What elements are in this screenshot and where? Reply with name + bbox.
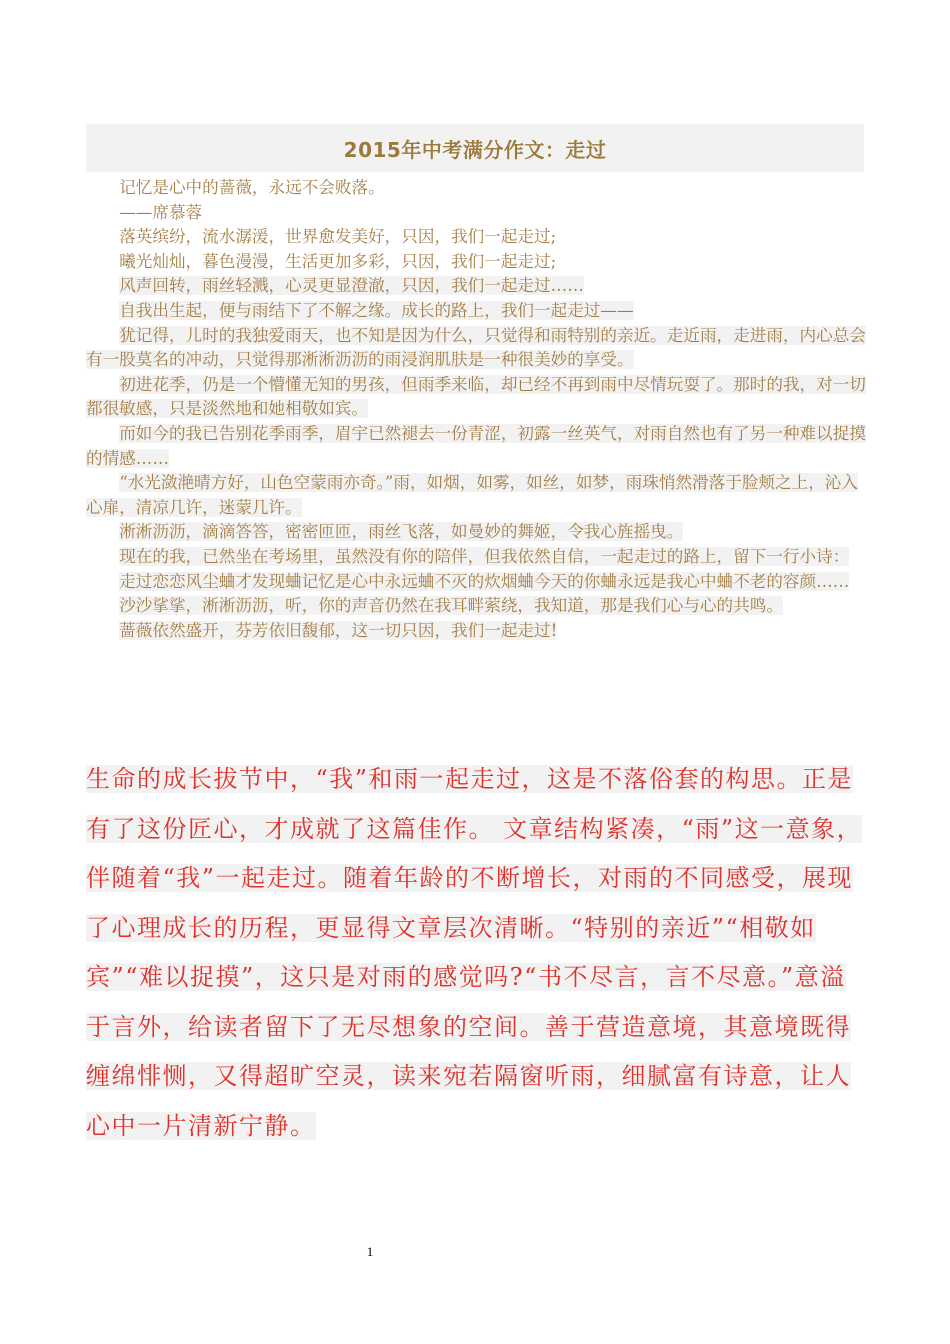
essay-paragraph-text: 自我出生起，便与雨结下了不解之缘。成长的路上，我们一起走过——: [119, 300, 634, 320]
page-number: 1: [366, 1244, 374, 1259]
essay-paragraph: [86, 471, 866, 520]
essay-paragraph: [86, 520, 866, 545]
essay-paragraph: [86, 373, 866, 422]
comment-paragraph: [86, 755, 866, 1151]
essay-paragraph: [86, 201, 866, 226]
essay-paragraph: [86, 299, 866, 324]
essay-paragraph-text: 淅淅沥沥，滴滴答答，密密匝匝，雨丝飞落，如曼妙的舞姬，令我心旌摇曳。: [119, 522, 684, 542]
essay-paragraph-text: 而如今的我已告别花季雨季，眉宇已然褪去一份青涩，初露一丝英气，对雨自然也有了另一种难以捉摸的情感……: [86, 423, 866, 468]
page-title: 2015年中考满分作文：走过: [343, 137, 607, 162]
title-bar: [86, 124, 864, 172]
essay-paragraph: [86, 570, 866, 595]
essay-paragraph-text: 犹记得，儿时的我独爱雨天，也不知是因为什么，只觉得和雨特别的亲近。走近雨，走进雨，内心总会有一股莫名的冲动，只觉得那淅淅沥沥的雨浸润肌肤是一种很美妙的享受。: [86, 325, 866, 370]
essay-paragraph-text: 初进花季，仍是一个懵懂无知的男孩，但雨季来临，却已经不再到雨中尽情玩耍了。那时的我，对一切都很敏感，只是淡然地和她相敬如宾。: [86, 374, 866, 419]
essay-paragraph: [86, 225, 866, 250]
essay-paragraph: [86, 545, 866, 570]
essay-paragraph: [86, 250, 866, 275]
essay-paragraph-text: 蔷薇依然盛开，芬芳依旧馥郁，这一切只因，我们一起走过!: [119, 620, 558, 640]
essay-body: [86, 176, 866, 643]
essay-paragraph-text: 沙沙挲挲，淅淅沥沥，听，你的声音仍然在我耳畔萦绕，我知道，那是我们心与心的共鸣。: [119, 596, 783, 616]
essay-paragraph-text: 曦光灿灿，暮色漫漫，生活更加多彩，只因，我们一起走过;: [119, 251, 557, 271]
teacher-comment: [86, 755, 866, 1151]
essay-paragraph: [86, 324, 866, 373]
essay-paragraph-text: “水光潋滟晴方好，山色空蒙雨亦奇。”雨，如烟，如雾，如丝，如梦，雨珠悄然滑落于脸颊之上，沁入心扉，清凉几许，迷蒙几许。: [86, 473, 858, 517]
essay-paragraph: [86, 594, 866, 619]
essay-paragraph-text: 走过恋恋风尘蛐才发现蛐记忆是心中永远蛐不灭的炊烟蛐今天的你蛐永远是我心中蛐不老的容颜……: [119, 571, 850, 591]
essay-paragraph: [86, 274, 866, 299]
essay-paragraph: [86, 619, 866, 644]
essay-paragraph-text: 风声回转，雨丝轻溅，心灵更显澄澈，只因，我们一起走过……: [119, 276, 584, 296]
essay-paragraph: [86, 422, 866, 471]
essay-paragraph-text: 落英缤纷，流水潺湲，世界愈发美好，只因，我们一起走过;: [119, 227, 557, 247]
essay-paragraph: [86, 176, 866, 201]
essay-paragraph-text: 记忆是心中的蔷薇，永远不会败落。: [119, 178, 385, 197]
essay-paragraph-text: 现在的我，已然坐在考场里，虽然没有你的陪伴，但我依然自信，一起走过的路上，留下一行小诗：: [119, 546, 850, 566]
essay-paragraph-text: ——席慕蓉: [119, 202, 203, 222]
comment-text: 生命的成长拔节中，“我”和雨一起走过，这是不落俗套的构思。正是有了这份匠心，才成就了这篇佳作。 文章结构紧凑，“雨”这一意象，伴随着“我”一起走过。随着年龄的不断增长，对雨的不同感受，展现了心理成长的历程，更显得文章层次清晰。“特别的亲近”“相敬如宾”“难以捉摸”，这只是对雨的感觉吗?“书不尽言，言不尽意。”意溢于言外，给读者留下了无尽想象的空间。善于营造意境，其意境既得缠绵悱恻，又得超旷空灵，读来宛若隔窗听雨，细腻富有诗意，让人心中一片清新宁静。: [86, 765, 863, 1140]
